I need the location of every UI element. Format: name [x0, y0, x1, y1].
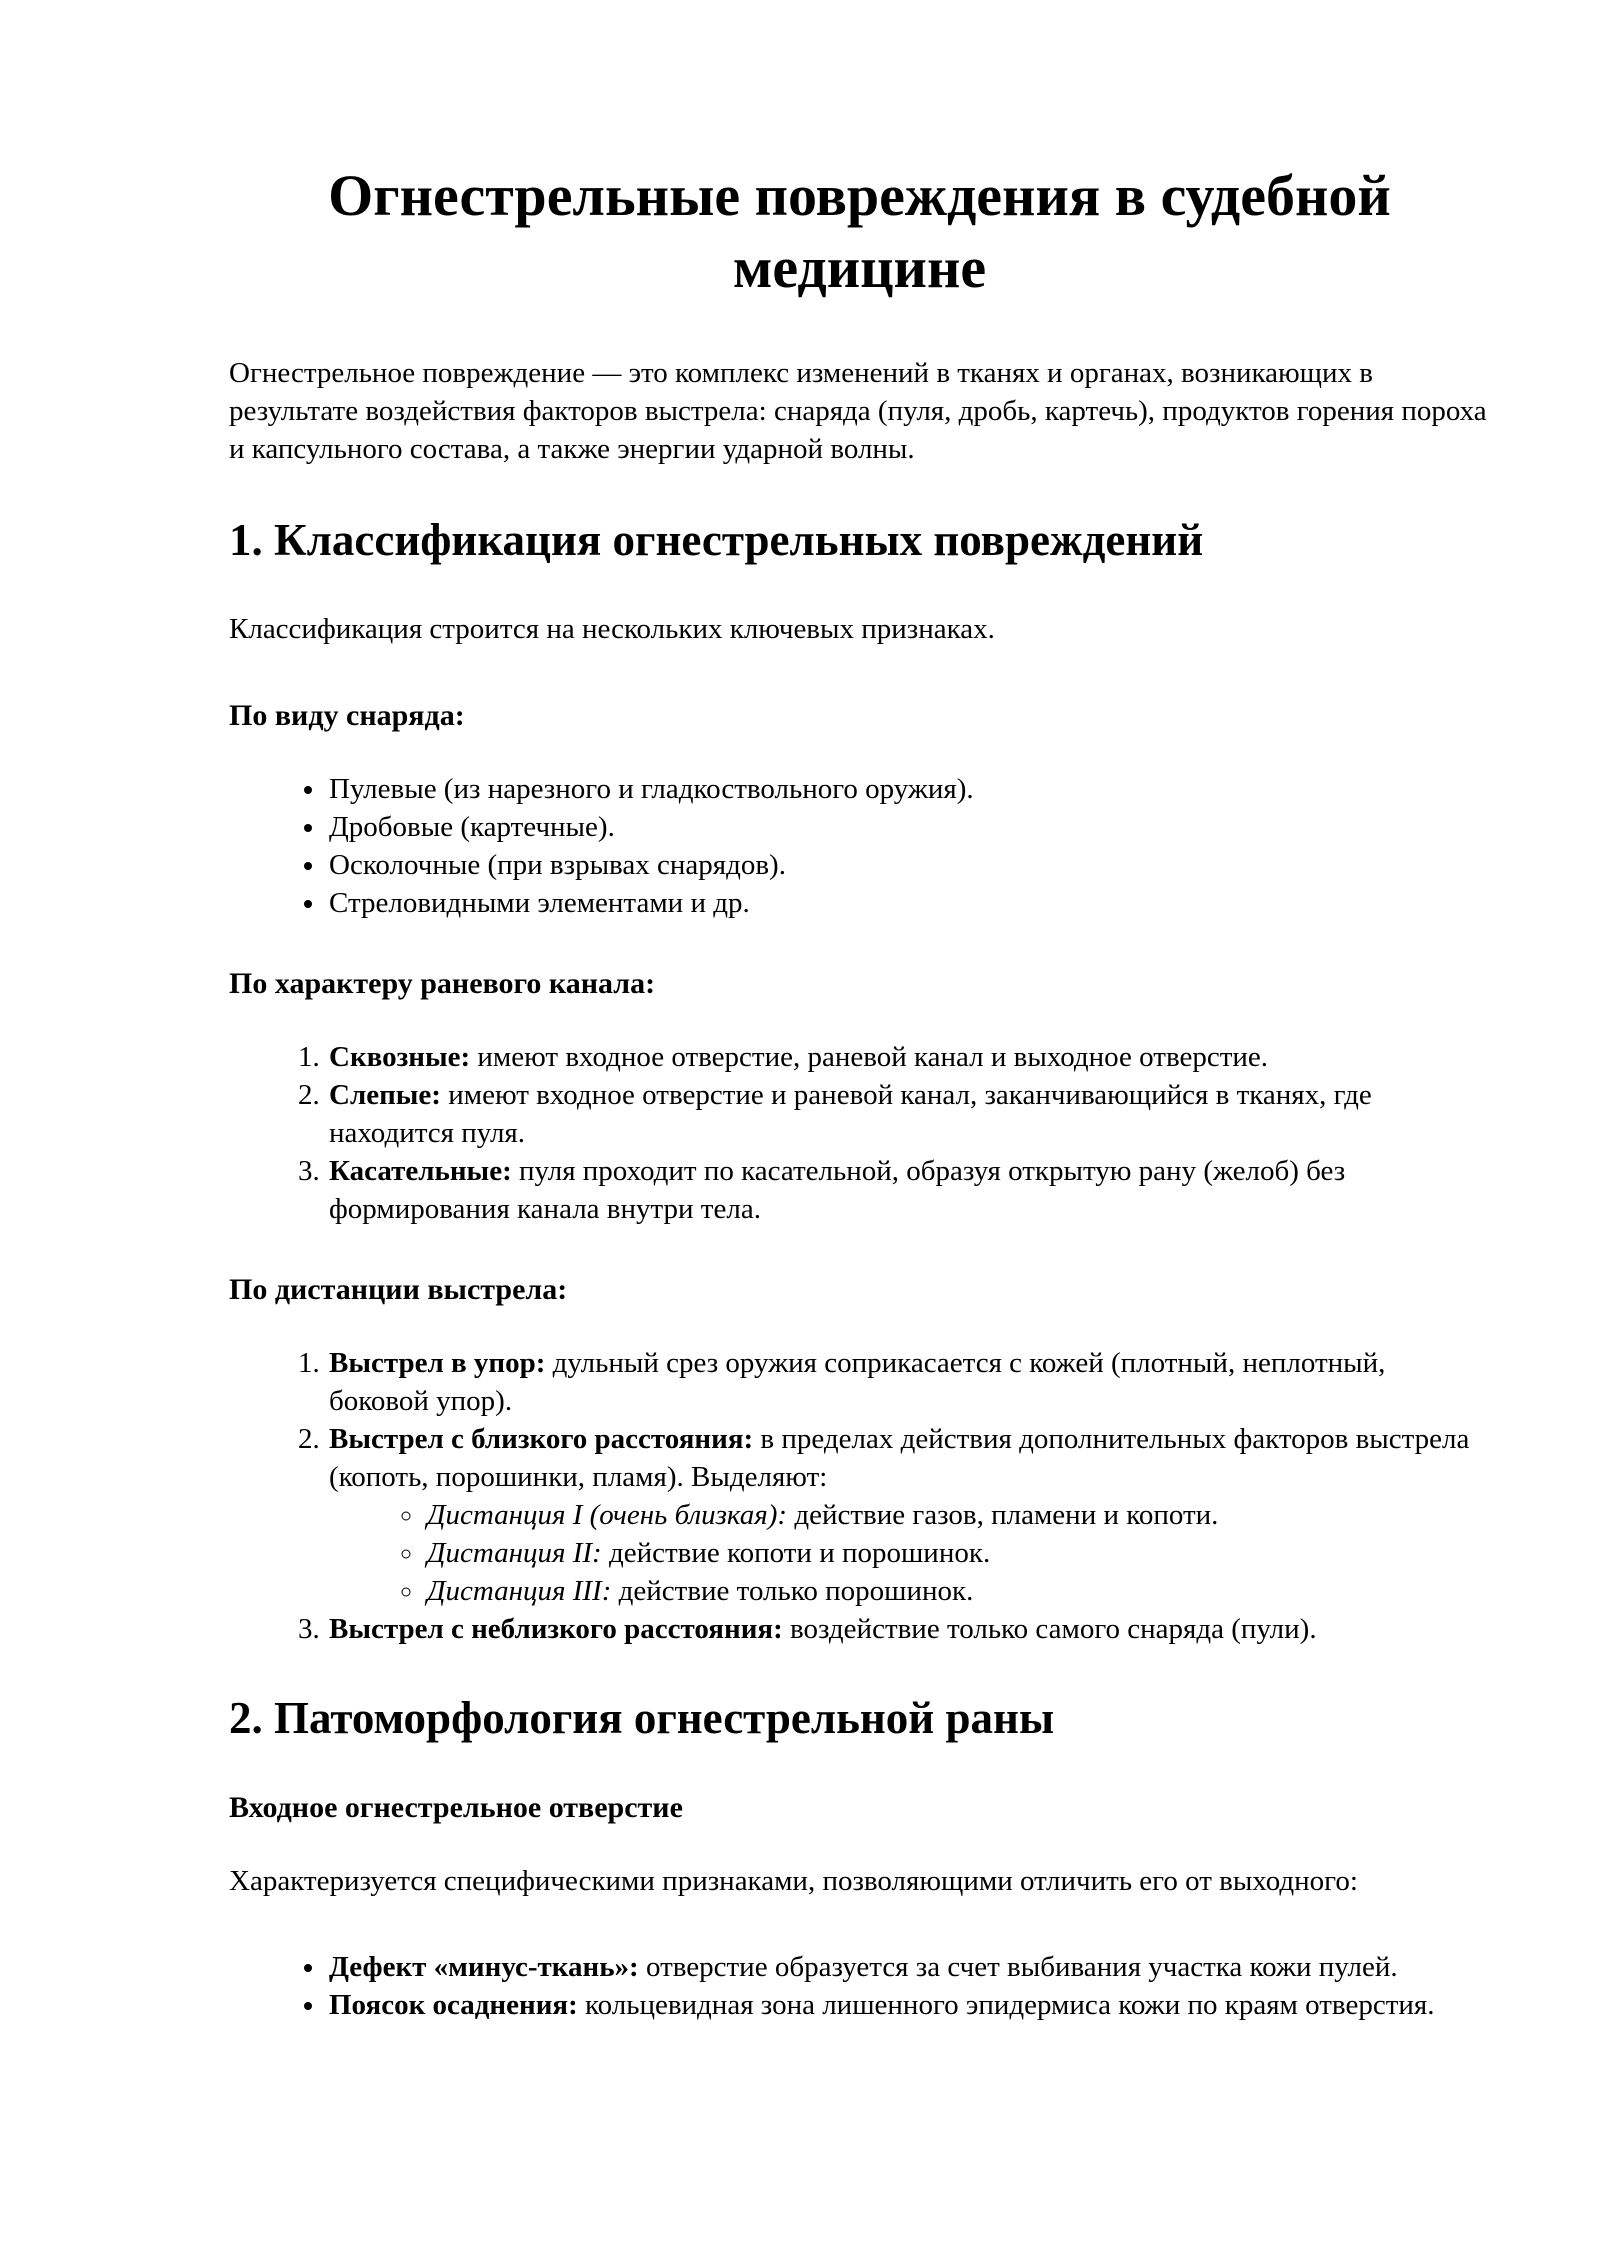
list-item: [327, 1344, 1490, 1420]
list-item: [327, 1076, 1490, 1152]
list-item-term: Выстрел с близкого расстояния:: [329, 1423, 754, 1455]
list-item: • Осколочные (при взрывах снарядов).: [327, 846, 1490, 884]
section-1-lead: Классификация строится на нескольких ключевых признаках.: [229, 613, 995, 645]
document-title: Огнестрельные повреждения в судебной медицине: [328, 163, 1391, 300]
list-item-text: имеют входное отверстие, раневой канал и выходное отверстие.: [470, 1041, 1269, 1073]
section-2-heading: 2. Патоморфология огнестрельной раны: [229, 1693, 1055, 1743]
projectile-type-list: [229, 770, 1490, 922]
shot-distance-heading: По дистанции выстрела:: [229, 1273, 568, 1306]
list-item-text: дульный срез оружия соприкасается с кожей (плотный, неплотный, боковой упор).: [329, 1347, 1386, 1417]
list-item: • Дробовые (картечные).: [327, 808, 1490, 846]
entry-wound-lead: Характеризуется специфическими признаками, позволяющими отличить его от выходного:: [229, 1865, 1358, 1897]
list-item: [327, 1152, 1490, 1228]
sub-list-item-term: Дистанция II:: [427, 1537, 602, 1569]
sub-list-item-text: действие только порошинок.: [611, 1575, 974, 1607]
list-item-text: в пределах действия дополнительных факторов выстрела (копоть, порошинки, пламя). Выделяют:: [329, 1423, 1470, 1493]
distance-sublist: [329, 1496, 1490, 1610]
sub-list-item-term: Дистанция I (очень близкая):: [427, 1499, 788, 1531]
list-item-text: отверстие образуется за счет выбивания участка кожи пулей.: [638, 1951, 1398, 1983]
section-1-heading: 1. Классификация огнестрельных повреждений: [229, 515, 1204, 565]
wound-channel-list: [229, 1038, 1490, 1228]
list-item-term: Выстрел с неблизкого расстояния:: [329, 1613, 783, 1645]
sub-list-item-text: действие копоти и порошинок.: [601, 1537, 991, 1569]
list-item: • Стреловидными элементами и др.: [327, 884, 1490, 922]
list-item-text: пуля проходит по касательной, образуя открытую рану (желоб) без формирования канала внутри тела.: [329, 1155, 1346, 1225]
sub-list-item: [425, 1572, 1490, 1610]
sub-list-item: [425, 1534, 1490, 1572]
sub-list-item: [425, 1496, 1490, 1534]
wound-channel-heading: По характеру раневого канала:: [229, 967, 656, 1000]
sub-list-item-term: Дистанция III:: [427, 1575, 612, 1607]
list-item: [327, 1610, 1490, 1648]
list-item: [327, 1948, 1490, 1986]
list-item: [327, 1420, 1490, 1610]
list-item-term: Дефект «минус-ткань»:: [329, 1951, 639, 1983]
list-item: [327, 1038, 1490, 1076]
list-item-text: воздействие только самого снаряда (пули).: [782, 1613, 1317, 1645]
entry-wound-heading: Входное огнестрельное отверстие: [229, 1791, 683, 1824]
list-item: • Пулевые (из нарезного и гладкоствольного оружия).: [327, 770, 1490, 808]
list-item-term: Слепые:: [329, 1079, 441, 1111]
list-item-term: Касательные:: [329, 1155, 512, 1187]
list-item-term: Выстрел в упор:: [329, 1347, 546, 1379]
projectile-type-heading: По виду снаряда:: [229, 699, 465, 732]
list-item: [327, 1986, 1490, 2024]
list-item-text: кольцевидная зона лишенного эпидермиса кожи по краям отверстия.: [577, 1989, 1435, 2021]
intro-paragraph: Огнестрельное повреждение — это комплекс изменений в тканях и органах, возникающих в результате воздействия факторов выстрела: снаряда (пуля, дробь, картечь), продуктов горения пороха и капсульного состава, а также энергии ударной волны.: [229, 357, 1487, 465]
shot-distance-list: [229, 1344, 1490, 1648]
list-item-text: имеют входное отверстие и раневой канал, заканчивающийся в тканях, где находится пуля.: [329, 1079, 1372, 1149]
list-item-term: Поясок осаднения:: [329, 1989, 578, 2021]
sub-list-item-text: действие газов, пламени и копоти.: [787, 1499, 1219, 1531]
list-item-term: Сквозные:: [329, 1041, 471, 1073]
entry-wound-list: [229, 1948, 1490, 2024]
